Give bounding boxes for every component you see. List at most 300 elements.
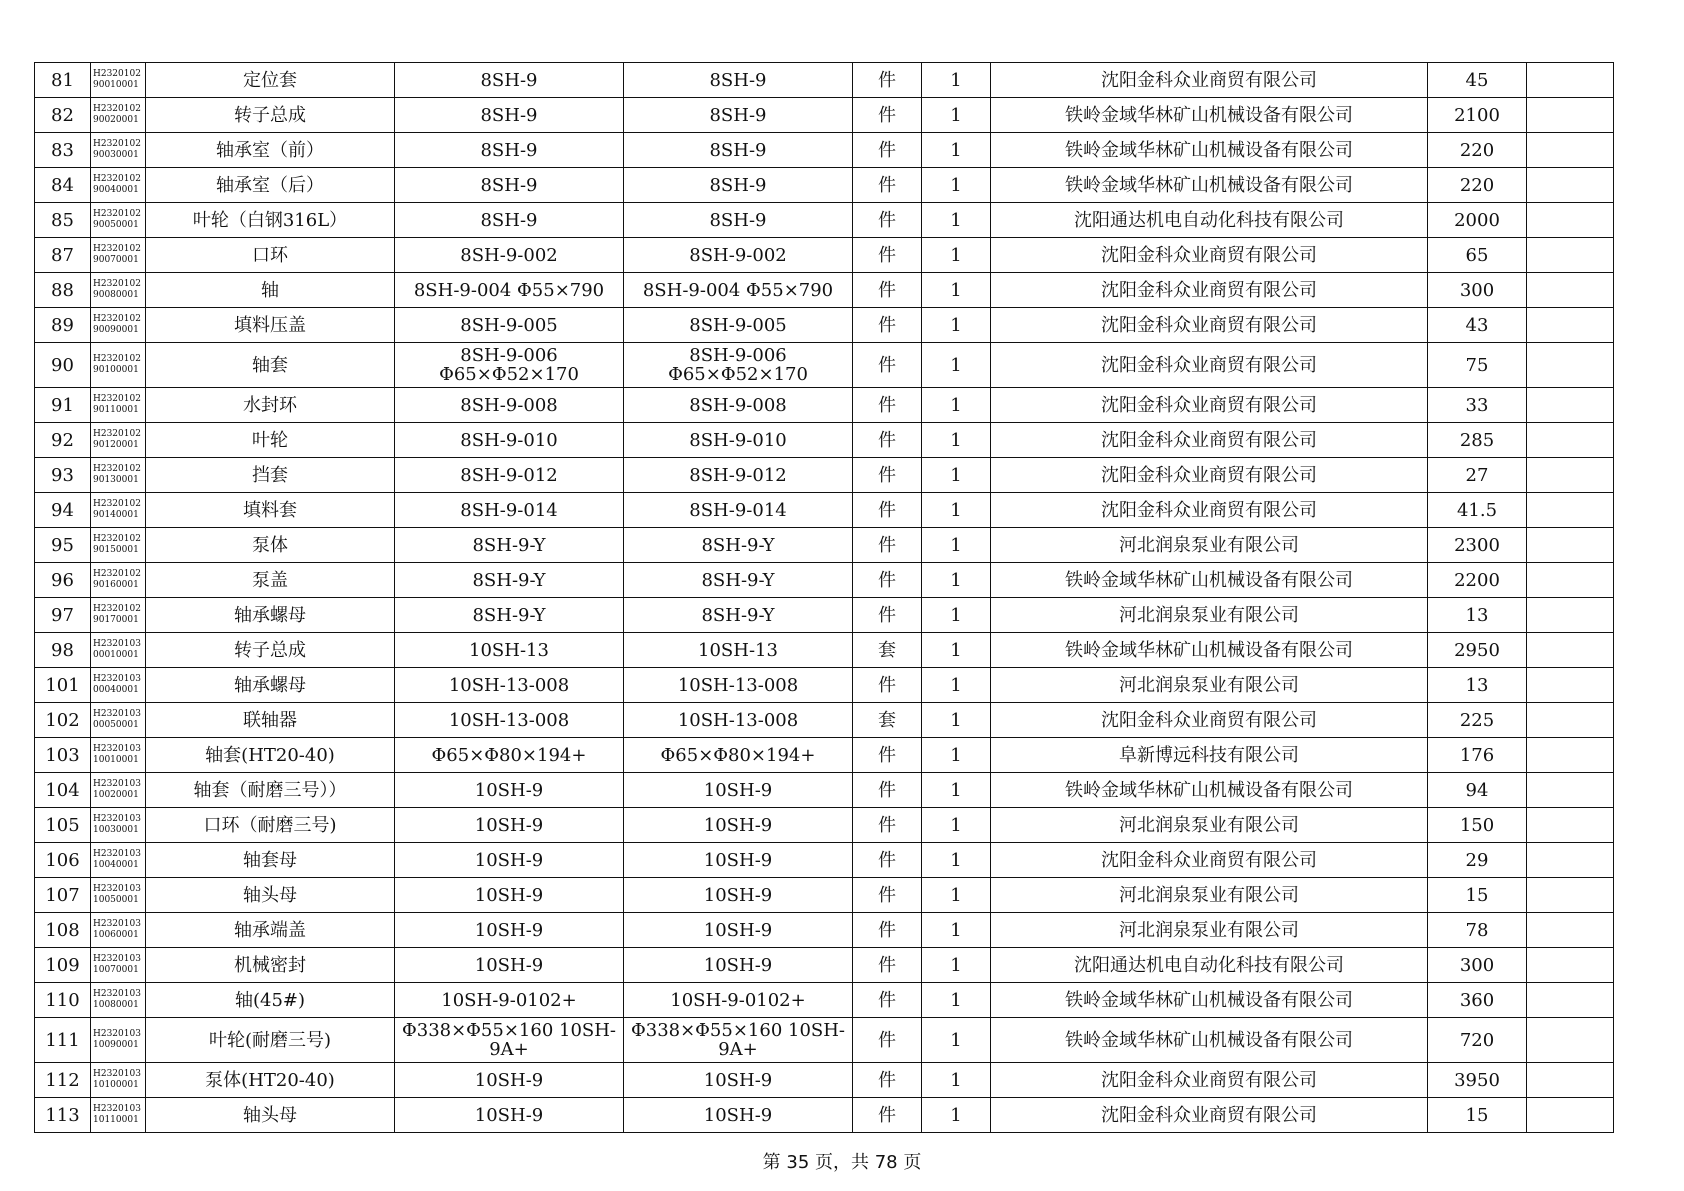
- item-code: H232010310110001: [91, 1098, 146, 1133]
- quantity: 1: [922, 1098, 991, 1133]
- table-row: [35, 238, 1614, 273]
- supplier-name: 沈阳金科众业商贸有限公司: [991, 458, 1428, 493]
- spec-drawing: 8SH-9-010: [624, 423, 853, 458]
- spec-model: 10SH-9: [395, 808, 624, 843]
- unit: 件: [853, 1018, 922, 1063]
- row-number: 92: [35, 423, 91, 458]
- unit: 件: [853, 63, 922, 98]
- item-code: H232010310020001: [91, 773, 146, 808]
- spec-drawing: 10SH-9-0102+: [624, 983, 853, 1018]
- row-number: 108: [35, 913, 91, 948]
- table-row: [35, 343, 1614, 388]
- unit-price: 13: [1428, 598, 1527, 633]
- remark: [1527, 273, 1614, 308]
- item-code: H232010290030001: [91, 133, 146, 168]
- row-number: 87: [35, 238, 91, 273]
- item-code: H232010310040001: [91, 843, 146, 878]
- item-name: 口环: [146, 238, 395, 273]
- table-row: [35, 598, 1614, 633]
- table-row: [35, 63, 1614, 98]
- spec-model: 10SH-9: [395, 843, 624, 878]
- item-name: 定位套: [146, 63, 395, 98]
- remark: [1527, 808, 1614, 843]
- supplier-name: 沈阳金科众业商贸有限公司: [991, 388, 1428, 423]
- remark: [1527, 598, 1614, 633]
- item-name: 叶轮: [146, 423, 395, 458]
- spec-drawing: 8SH-9-Y: [624, 528, 853, 563]
- unit-price: 45: [1428, 63, 1527, 98]
- table-row: [35, 388, 1614, 423]
- unit-price: 220: [1428, 168, 1527, 203]
- quantity: 1: [922, 423, 991, 458]
- item-name: 机械密封: [146, 948, 395, 983]
- table-row: [35, 273, 1614, 308]
- item-code: H232010290040001: [91, 168, 146, 203]
- supplier-name: 铁岭金域华林矿山机械设备有限公司: [991, 1018, 1428, 1063]
- unit: 件: [853, 343, 922, 388]
- row-number: 110: [35, 983, 91, 1018]
- row-number: 111: [35, 1018, 91, 1063]
- table-row: [35, 458, 1614, 493]
- unit-price: 220: [1428, 133, 1527, 168]
- unit-price: 176: [1428, 738, 1527, 773]
- quantity: 1: [922, 493, 991, 528]
- row-number: 90: [35, 343, 91, 388]
- item-code: H232010310060001: [91, 913, 146, 948]
- item-name: 轴套（耐磨三号））: [146, 773, 395, 808]
- quantity: 1: [922, 878, 991, 913]
- unit: 件: [853, 1063, 922, 1098]
- spec-model: 8SH-9: [395, 133, 624, 168]
- row-number: 84: [35, 168, 91, 203]
- remark: [1527, 773, 1614, 808]
- spec-model: 8SH-9-008: [395, 388, 624, 423]
- row-number: 94: [35, 493, 91, 528]
- item-name: 填料压盖: [146, 308, 395, 343]
- spec-model: Φ338×Φ55×160 10SH-9A+: [395, 1018, 624, 1063]
- spec-drawing: 8SH-9-004 Φ55×790: [624, 273, 853, 308]
- item-code: H232010290130001: [91, 458, 146, 493]
- table-row: [35, 203, 1614, 238]
- table-row: [35, 738, 1614, 773]
- quantity: 1: [922, 203, 991, 238]
- remark: [1527, 633, 1614, 668]
- supplier-name: 沈阳通达机电自动化科技有限公司: [991, 948, 1428, 983]
- remark: [1527, 913, 1614, 948]
- spec-model: 8SH-9-012: [395, 458, 624, 493]
- supplier-name: 铁岭金域华林矿山机械设备有限公司: [991, 983, 1428, 1018]
- quantity: 1: [922, 668, 991, 703]
- unit: 件: [853, 493, 922, 528]
- remark: [1527, 308, 1614, 343]
- spec-drawing: 8SH-9: [624, 133, 853, 168]
- spec-drawing: 8SH-9: [624, 203, 853, 238]
- remark: [1527, 563, 1614, 598]
- remark: [1527, 388, 1614, 423]
- spec-drawing: 8SH-9-002: [624, 238, 853, 273]
- item-name: 叶轮(耐磨三号): [146, 1018, 395, 1063]
- unit-price: 78: [1428, 913, 1527, 948]
- spec-model: 8SH-9-Y: [395, 563, 624, 598]
- supplier-name: 沈阳金科众业商贸有限公司: [991, 238, 1428, 273]
- spec-model: 8SH-9-Y: [395, 598, 624, 633]
- unit-price: 3950: [1428, 1063, 1527, 1098]
- spec-drawing: 10SH-13: [624, 633, 853, 668]
- quantity: 1: [922, 913, 991, 948]
- supplier-name: 沈阳金科众业商贸有限公司: [991, 703, 1428, 738]
- item-name: 轴承端盖: [146, 913, 395, 948]
- item-code: H232010310080001: [91, 983, 146, 1018]
- page-footer: 第 35 页，共 78 页: [762, 1152, 922, 1173]
- spec-drawing: 10SH-9: [624, 773, 853, 808]
- item-name: 轴承室（后）: [146, 168, 395, 203]
- remark: [1527, 423, 1614, 458]
- item-code: H232010290090001: [91, 308, 146, 343]
- unit-price: 94: [1428, 773, 1527, 808]
- spec-model: 10SH-9: [395, 773, 624, 808]
- remark: [1527, 98, 1614, 133]
- table-row: [35, 563, 1614, 598]
- unit-price: 33: [1428, 388, 1527, 423]
- item-name: 转子总成: [146, 98, 395, 133]
- table-row: [35, 1063, 1614, 1098]
- remark: [1527, 168, 1614, 203]
- unit-price: 2300: [1428, 528, 1527, 563]
- supplier-name: 沈阳金科众业商贸有限公司: [991, 273, 1428, 308]
- item-name: 轴承螺母: [146, 598, 395, 633]
- spec-model: 8SH-9: [395, 98, 624, 133]
- spec-drawing: Φ338×Φ55×160 10SH-9A+: [624, 1018, 853, 1063]
- unit-price: 2950: [1428, 633, 1527, 668]
- table-row: [35, 493, 1614, 528]
- item-name: 轴头母: [146, 1098, 395, 1133]
- spec-drawing: 10SH-9: [624, 1098, 853, 1133]
- unit-price: 2000: [1428, 203, 1527, 238]
- spec-model: 8SH-9-004 Φ55×790: [395, 273, 624, 308]
- table-row: [35, 808, 1614, 843]
- unit: 件: [853, 423, 922, 458]
- item-code: H232010290140001: [91, 493, 146, 528]
- unit-price: 43: [1428, 308, 1527, 343]
- supplier-name: 沈阳金科众业商贸有限公司: [991, 1063, 1428, 1098]
- spec-model: 8SH-9-002: [395, 238, 624, 273]
- spec-model: 10SH-9: [395, 878, 624, 913]
- item-name: 挡套: [146, 458, 395, 493]
- spec-model: 8SH-9: [395, 63, 624, 98]
- item-code: H232010310010001: [91, 738, 146, 773]
- row-number: 89: [35, 308, 91, 343]
- supplier-name: 沈阳金科众业商贸有限公司: [991, 423, 1428, 458]
- table-row: [35, 168, 1614, 203]
- supplier-name: 沈阳金科众业商贸有限公司: [991, 1098, 1428, 1133]
- spec-model: 10SH-9: [395, 948, 624, 983]
- table-row: [35, 703, 1614, 738]
- unit-price: 285: [1428, 423, 1527, 458]
- spec-model: 10SH-9: [395, 1063, 624, 1098]
- item-name: 轴: [146, 273, 395, 308]
- spec-drawing: 10SH-13-008: [624, 703, 853, 738]
- item-code: H232010310050001: [91, 878, 146, 913]
- spec-drawing: 8SH-9-Y: [624, 563, 853, 598]
- unit-price: 29: [1428, 843, 1527, 878]
- item-name: 轴套(HT20-40): [146, 738, 395, 773]
- unit-price: 15: [1428, 1098, 1527, 1133]
- supplier-name: 沈阳金科众业商贸有限公司: [991, 493, 1428, 528]
- item-code: H232010300050001: [91, 703, 146, 738]
- item-name: 泵体: [146, 528, 395, 563]
- table-row: [35, 668, 1614, 703]
- row-number: 102: [35, 703, 91, 738]
- spec-model: 8SH-9: [395, 203, 624, 238]
- spec-model: 8SH-9-006 Φ65×Φ52×170: [395, 343, 624, 388]
- supplier-name: 河北润泉泵业有限公司: [991, 598, 1428, 633]
- quantity: 1: [922, 563, 991, 598]
- item-name: 泵盖: [146, 563, 395, 598]
- item-code: H232010310090001: [91, 1018, 146, 1063]
- row-number: 105: [35, 808, 91, 843]
- item-code: H232010310100001: [91, 1063, 146, 1098]
- supplier-name: 河北润泉泵业有限公司: [991, 913, 1428, 948]
- unit: 件: [853, 913, 922, 948]
- unit-price: 720: [1428, 1018, 1527, 1063]
- table-row: [35, 878, 1614, 913]
- row-number: 85: [35, 203, 91, 238]
- unit-price: 75: [1428, 343, 1527, 388]
- item-code: H232010290010001: [91, 63, 146, 98]
- unit-price: 2200: [1428, 563, 1527, 598]
- table-row: [35, 633, 1614, 668]
- remark: [1527, 843, 1614, 878]
- unit: 件: [853, 773, 922, 808]
- remark: [1527, 528, 1614, 563]
- quantity: 1: [922, 948, 991, 983]
- spec-model: 10SH-9: [395, 913, 624, 948]
- remark: [1527, 203, 1614, 238]
- quantity: 1: [922, 388, 991, 423]
- quantity: 1: [922, 983, 991, 1018]
- supplier-name: 沈阳金科众业商贸有限公司: [991, 343, 1428, 388]
- supplier-name: 河北润泉泵业有限公司: [991, 878, 1428, 913]
- unit: 件: [853, 458, 922, 493]
- quantity: 1: [922, 308, 991, 343]
- table-row: [35, 1098, 1614, 1133]
- item-code: H232010290070001: [91, 238, 146, 273]
- supplier-name: 河北润泉泵业有限公司: [991, 668, 1428, 703]
- unit-price: 2100: [1428, 98, 1527, 133]
- item-name: 轴承螺母: [146, 668, 395, 703]
- unit-price: 300: [1428, 948, 1527, 983]
- row-number: 83: [35, 133, 91, 168]
- row-number: 103: [35, 738, 91, 773]
- spec-drawing: 10SH-9: [624, 1063, 853, 1098]
- row-number: 106: [35, 843, 91, 878]
- unit-price: 13: [1428, 668, 1527, 703]
- quantity: 1: [922, 703, 991, 738]
- item-code: H232010290150001: [91, 528, 146, 563]
- supplier-name: 沈阳通达机电自动化科技有限公司: [991, 203, 1428, 238]
- spec-model: 10SH-13-008: [395, 703, 624, 738]
- unit: 件: [853, 598, 922, 633]
- quantity: 1: [922, 738, 991, 773]
- item-code: H232010300010001: [91, 633, 146, 668]
- item-code: H232010310070001: [91, 948, 146, 983]
- row-number: 97: [35, 598, 91, 633]
- unit: 件: [853, 273, 922, 308]
- spec-drawing: 8SH-9-005: [624, 308, 853, 343]
- unit: 件: [853, 308, 922, 343]
- unit-price: 41.5: [1428, 493, 1527, 528]
- item-name: 轴(45#): [146, 983, 395, 1018]
- unit: 件: [853, 98, 922, 133]
- table-row: [35, 98, 1614, 133]
- quantity: 1: [922, 598, 991, 633]
- unit-price: 150: [1428, 808, 1527, 843]
- unit: 件: [853, 238, 922, 273]
- spec-drawing: 8SH-9: [624, 63, 853, 98]
- unit: 件: [853, 738, 922, 773]
- remark: [1527, 1098, 1614, 1133]
- remark: [1527, 668, 1614, 703]
- supplier-name: 铁岭金域华林矿山机械设备有限公司: [991, 133, 1428, 168]
- row-number: 88: [35, 273, 91, 308]
- remark: [1527, 1063, 1614, 1098]
- spec-drawing: 10SH-9: [624, 808, 853, 843]
- unit: 件: [853, 168, 922, 203]
- item-name: 轴套: [146, 343, 395, 388]
- quantity: 1: [922, 528, 991, 563]
- item-code: H232010290110001: [91, 388, 146, 423]
- unit: 件: [853, 133, 922, 168]
- quantity: 1: [922, 808, 991, 843]
- row-number: 101: [35, 668, 91, 703]
- quantity: 1: [922, 773, 991, 808]
- unit: 套: [853, 633, 922, 668]
- spec-drawing: 8SH-9-012: [624, 458, 853, 493]
- unit: 件: [853, 1098, 922, 1133]
- unit: 件: [853, 203, 922, 238]
- item-name: 泵体(HT20-40): [146, 1063, 395, 1098]
- spec-drawing: Φ65×Φ80×194+: [624, 738, 853, 773]
- spec-model: 10SH-13-008: [395, 668, 624, 703]
- table-row: [35, 913, 1614, 948]
- row-number: 104: [35, 773, 91, 808]
- item-code: H232010290050001: [91, 203, 146, 238]
- unit: 件: [853, 528, 922, 563]
- spec-drawing: 8SH-9-008: [624, 388, 853, 423]
- spec-drawing: 10SH-9: [624, 948, 853, 983]
- remark: [1527, 458, 1614, 493]
- item-code: H232010290120001: [91, 423, 146, 458]
- item-code: H232010310030001: [91, 808, 146, 843]
- unit: 件: [853, 878, 922, 913]
- item-code: H232010290160001: [91, 563, 146, 598]
- item-code: H232010290170001: [91, 598, 146, 633]
- spec-drawing: 8SH-9-Y: [624, 598, 853, 633]
- table-row: [35, 133, 1614, 168]
- row-number: 91: [35, 388, 91, 423]
- quantity: 1: [922, 273, 991, 308]
- remark: [1527, 343, 1614, 388]
- quantity: 1: [922, 133, 991, 168]
- table-row: [35, 423, 1614, 458]
- remark: [1527, 1018, 1614, 1063]
- spec-model: 10SH-13: [395, 633, 624, 668]
- row-number: 112: [35, 1063, 91, 1098]
- row-number: 107: [35, 878, 91, 913]
- table-row: [35, 528, 1614, 563]
- supplier-name: 铁岭金域华林矿山机械设备有限公司: [991, 773, 1428, 808]
- remark: [1527, 738, 1614, 773]
- quantity: 1: [922, 1018, 991, 1063]
- item-name: 叶轮（白钢316L）: [146, 203, 395, 238]
- remark: [1527, 238, 1614, 273]
- quantity: 1: [922, 843, 991, 878]
- row-number: 109: [35, 948, 91, 983]
- item-name: 轴承室（前）: [146, 133, 395, 168]
- spec-model: 10SH-9: [395, 1098, 624, 1133]
- supplier-name: 铁岭金域华林矿山机械设备有限公司: [991, 98, 1428, 133]
- row-number: 113: [35, 1098, 91, 1133]
- table-row: [35, 843, 1614, 878]
- row-number: 98: [35, 633, 91, 668]
- parts-table: [34, 62, 1614, 1133]
- spec-drawing: 10SH-13-008: [624, 668, 853, 703]
- unit: 件: [853, 388, 922, 423]
- quantity: 1: [922, 343, 991, 388]
- supplier-name: 沈阳金科众业商贸有限公司: [991, 308, 1428, 343]
- spec-drawing: 8SH-9-014: [624, 493, 853, 528]
- item-name: 转子总成: [146, 633, 395, 668]
- remark: [1527, 948, 1614, 983]
- spec-model: 10SH-9-0102+: [395, 983, 624, 1018]
- item-name: 轴套母: [146, 843, 395, 878]
- quantity: 1: [922, 1063, 991, 1098]
- item-name: 联轴器: [146, 703, 395, 738]
- row-number: 96: [35, 563, 91, 598]
- supplier-name: 阜新博远科技有限公司: [991, 738, 1428, 773]
- unit-price: 300: [1428, 273, 1527, 308]
- item-code: H232010290020001: [91, 98, 146, 133]
- remark: [1527, 703, 1614, 738]
- table-row: [35, 1018, 1614, 1063]
- unit-price: 15: [1428, 878, 1527, 913]
- unit-price: 65: [1428, 238, 1527, 273]
- spec-model: 8SH-9-014: [395, 493, 624, 528]
- supplier-name: 沈阳金科众业商贸有限公司: [991, 843, 1428, 878]
- item-name: 口环（耐磨三号): [146, 808, 395, 843]
- table-row: [35, 773, 1614, 808]
- unit: 件: [853, 843, 922, 878]
- remark: [1527, 878, 1614, 913]
- supplier-name: 河北润泉泵业有限公司: [991, 808, 1428, 843]
- supplier-name: 河北润泉泵业有限公司: [991, 528, 1428, 563]
- unit: 套: [853, 703, 922, 738]
- spec-drawing: 8SH-9: [624, 98, 853, 133]
- quantity: 1: [922, 458, 991, 493]
- quantity: 1: [922, 98, 991, 133]
- supplier-name: 沈阳金科众业商贸有限公司: [991, 63, 1428, 98]
- unit: 件: [853, 948, 922, 983]
- spec-model: 8SH-9-Y: [395, 528, 624, 563]
- unit: 件: [853, 668, 922, 703]
- unit-price: 225: [1428, 703, 1527, 738]
- item-code: H232010290080001: [91, 273, 146, 308]
- unit: 件: [853, 808, 922, 843]
- spec-model: 8SH-9: [395, 168, 624, 203]
- spec-model: Φ65×Φ80×194+: [395, 738, 624, 773]
- spec-drawing: 8SH-9: [624, 168, 853, 203]
- spec-drawing: 8SH-9-006 Φ65×Φ52×170: [624, 343, 853, 388]
